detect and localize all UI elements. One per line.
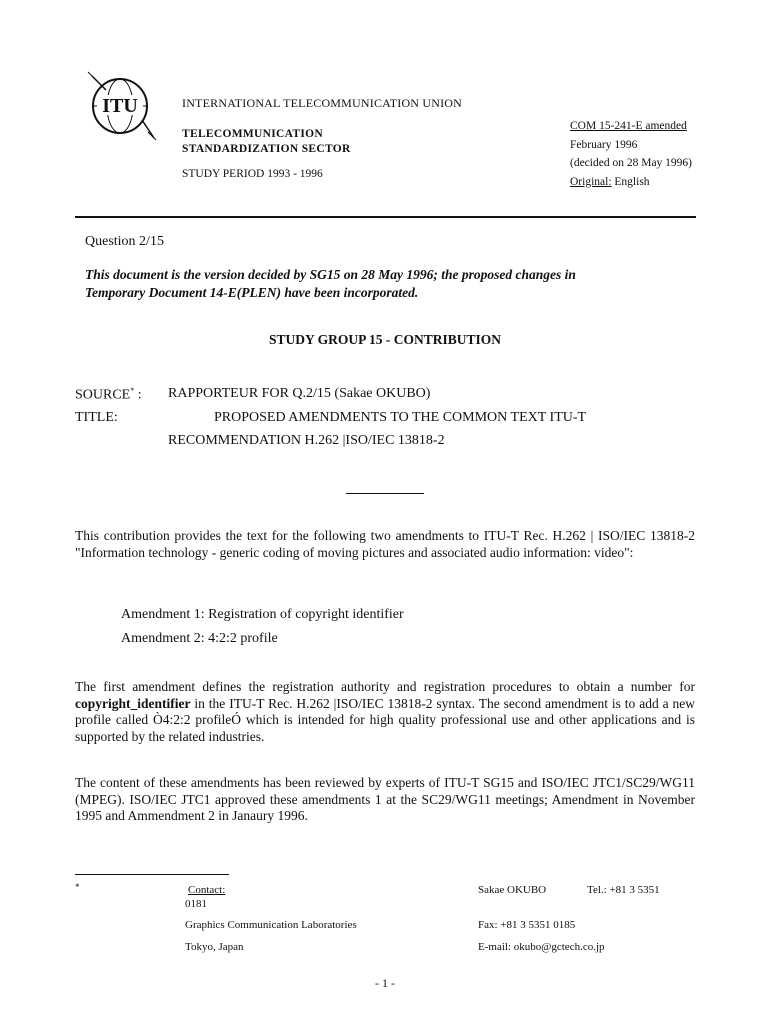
source-value: RAPPORTEUR FOR Q.2/15 (Sakae OKUBO) — [168, 386, 431, 401]
contact-label-text: Contact: — [188, 884, 226, 896]
amendment-1: Amendment 1: Registration of copyright identifier — [121, 607, 404, 622]
contact-organization: Graphics Communication Laboratories — [185, 919, 357, 931]
decided-date: (decided on 28 May 1996) — [570, 157, 692, 169]
sector-line-1: TELECOMMUNICATION — [182, 128, 323, 140]
separator-line — [346, 493, 424, 494]
amendments-paragraph-part-1: The first amendment defines the registration authority and registration procedures to obtain a number for — [75, 679, 695, 694]
footnote-mark: * — [75, 882, 80, 892]
version-note-line-1: This document is the version decided by SG15 on 28 May 1996; the proposed changes in — [85, 267, 576, 282]
contact-tel: Tel.: +81 3 5351 — [587, 884, 660, 896]
source-colon: : — [134, 387, 142, 403]
version-note-line-2: Temporary Document 14-E(PLEN) have been incorporated. — [85, 285, 419, 300]
source-label — [75, 386, 142, 404]
version-note — [85, 266, 685, 302]
review-paragraph: The content of these amendments has been reviewed by experts of ITU-T SG15 and ISO/IEC JTC1/SC29/WG11 (MPEG). ISO/IEC JTC1 approved these amendments 1 at the SC29/WG11 meetings; Amendment in November 1995 and Ammendment 2 in Janaury 1996. — [75, 775, 695, 823]
sector-name — [182, 127, 351, 157]
copyright-identifier-term: copyright_identifier — [75, 695, 191, 711]
header-rule — [75, 216, 696, 218]
sector-line-2: STANDARDIZATION SECTOR — [182, 143, 351, 155]
question-number: Question 2/15 — [85, 234, 164, 249]
title-line-2: RECOMMENDATION H.262 |ISO/IEC 13818-2 — [168, 433, 445, 448]
amendments-paragraph-part-2: in the ITU-T Rec. H.262 |ISO/IEC 13818-2 syntax. The second amendment is to add a new profile called Ò4:2:2 profileÓ which is intended for high quality professional use and other applications and is supported by the related industries. — [75, 695, 695, 744]
footnote-rule — [75, 874, 229, 875]
doc-meta — [570, 117, 692, 191]
study-period: STUDY PERIOD 1993 - 1996 — [182, 168, 323, 180]
doc-reference: COM 15-241-E amended — [570, 120, 687, 132]
contact-fax: Fax: +81 3 5351 0185 — [478, 919, 576, 931]
org-name: INTERNATIONAL TELECOMMUNICATION UNION — [182, 96, 463, 110]
contact-email: E-mail: okubo@gctech.co.jp — [478, 941, 605, 953]
original-value: English — [614, 175, 650, 188]
original-language — [570, 173, 692, 192]
source-footnote-mark: * — [130, 386, 135, 395]
source-label-text: SOURCE — [75, 387, 131, 403]
contact-name: Sakae OKUBO — [478, 884, 547, 896]
original-label: Original: — [570, 175, 612, 188]
contact-city: Tokyo, Japan — [185, 941, 244, 953]
itu-logo-text: ITU — [102, 95, 138, 117]
itu-logo — [82, 68, 158, 144]
study-group-title: STUDY GROUP 15 - CONTRIBUTION — [268, 332, 502, 347]
title-line-1: PROPOSED AMENDMENTS TO THE COMMON TEXT ITU-T — [214, 410, 587, 425]
contact-label — [188, 884, 225, 896]
doc-date: February 1996 — [570, 138, 638, 151]
amendment-2: Amendment 2: 4:2:2 profile — [121, 631, 278, 646]
contact-tel-tail: 0181 — [185, 898, 207, 910]
intro-paragraph: This contribution provides the text for the following two amendments to ITU-T Rec. H.262 | ISO/IEC 13818-2 "Information technology - generic coding of moving pictures and associated audio information: video": — [75, 528, 695, 560]
page-number: - 1 - — [375, 976, 395, 990]
amendments-paragraph — [75, 679, 695, 745]
title-label: TITLE: — [75, 410, 118, 425]
